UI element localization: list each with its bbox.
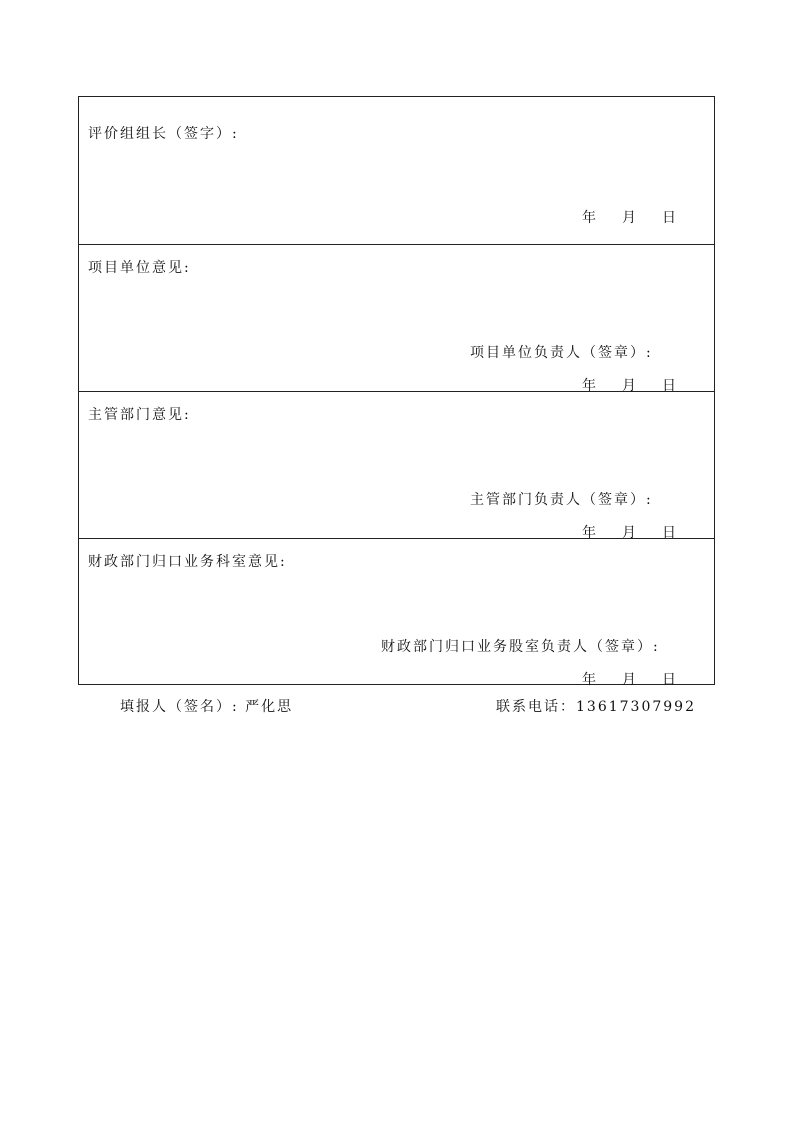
section-supervising-dept <box>79 391 714 541</box>
date-month-label: 月 <box>622 378 638 394</box>
finance-office-opinion-label: 财政部门归口业务科室意见: <box>88 554 287 570</box>
date-year-label: 年 <box>582 672 598 688</box>
date-year-label: 年 <box>582 378 598 394</box>
supervising-dept-signer-label: 主管部门负责人（签章）: <box>470 492 653 508</box>
approval-form-table <box>78 96 715 688</box>
date-day-label: 日 <box>662 378 678 394</box>
team-leader-signature-label: 评价组组长（签字）: <box>88 126 239 142</box>
date-year-label: 年 <box>582 525 598 541</box>
supervising-dept-opinion-label: 主管部门意见: <box>88 407 191 423</box>
date-month-label: 月 <box>622 525 638 541</box>
contact-phone: 联系电话：13617307992 <box>496 699 696 715</box>
date-month-label: 月 <box>622 672 638 688</box>
filler-name: 填报人（签名）: 严化思 <box>120 699 294 715</box>
date-day-label: 日 <box>662 672 678 688</box>
project-unit-signer-label: 项目单位负责人（签章）: <box>470 345 653 361</box>
date-day-label: 日 <box>662 525 678 541</box>
date-year-label: 年 <box>582 210 598 226</box>
section-project-unit <box>79 244 714 394</box>
section-team-leader <box>79 97 714 244</box>
date-day-label: 日 <box>662 210 678 226</box>
section-finance-office <box>79 538 714 688</box>
project-unit-opinion-label: 项目单位意见: <box>88 260 191 276</box>
finance-office-signer-label: 财政部门归口业务股室负责人（签章）: <box>381 639 660 655</box>
date-month-label: 月 <box>622 210 638 226</box>
